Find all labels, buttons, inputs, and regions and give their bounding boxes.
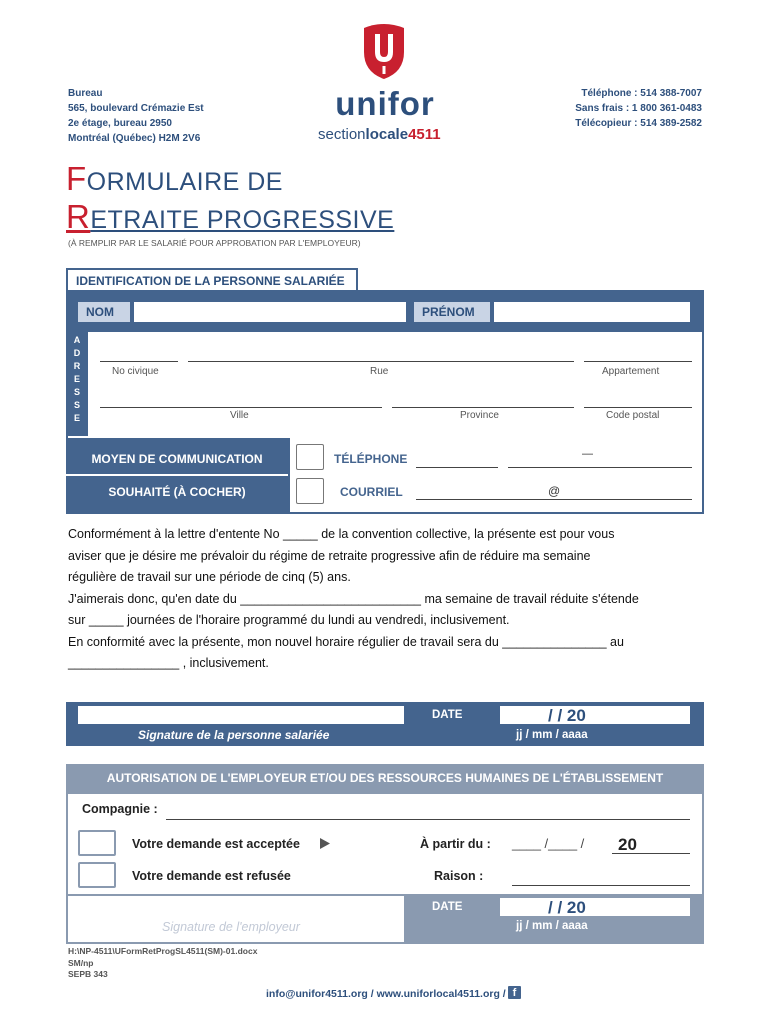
address-line: Montréal (Québec) H2M 2V6 <box>68 133 201 144</box>
ref-line: SM/np <box>68 957 94 968</box>
address-line: 2e étage, bureau 2950 <box>68 118 172 129</box>
adresse-letter: S <box>73 387 80 397</box>
moyen-label-line1: MOYEN DE COMMUNICATION <box>91 452 263 466</box>
employee-date-input[interactable] <box>500 706 690 724</box>
logo-wordmark: unifor <box>335 85 435 122</box>
contact-line: Télécopieur : 514 389-2582 <box>575 118 702 129</box>
employee-signature-label: Signature de la personne salariée <box>138 728 330 742</box>
contact-line: Téléphone : 514 388-7007 <box>581 88 702 99</box>
contact-info <box>575 86 702 131</box>
code-postal-label: Code postal <box>606 410 660 421</box>
courriel-label: COURRIEL <box>340 485 403 499</box>
employee-date-label: DATE <box>432 709 463 721</box>
request-paragraph <box>68 524 708 675</box>
logo-sub-a: section <box>318 126 366 143</box>
employer-date-input[interactable] <box>500 898 690 916</box>
paragraph-line: régulière de travail sur une période de cinq (5) ans. <box>68 570 351 584</box>
employee-signature-input[interactable] <box>78 706 404 724</box>
courriel-checkbox[interactable] <box>296 478 324 504</box>
telephone-checkbox[interactable] <box>296 444 324 470</box>
paragraph-line: ________________ , inclusivement. <box>68 656 269 670</box>
moyen-label-line2: SOUHAITÉ (À COCHER) <box>108 485 246 499</box>
employer-signature-label: Signature de l'employeur <box>162 920 300 934</box>
raison-label: Raison : <box>434 869 484 883</box>
footer-links[interactable]: info@unifor4511.org / www.uniforlocal4511.org / <box>266 988 506 1000</box>
telephone-separator: — <box>582 448 593 460</box>
title-rest: ETRAITE PROGRESSIVE <box>90 206 395 234</box>
logo-section-label <box>318 126 458 143</box>
adresse-letter: A <box>73 335 81 345</box>
paragraph-line: En conformité avec la présente, mon nouvel horaire régulier de travail sera du _______________ au <box>68 634 624 649</box>
compagnie-input[interactable] <box>166 808 690 820</box>
moyen-divider <box>66 474 288 476</box>
facebook-icon[interactable]: f <box>508 986 521 999</box>
moyen-communication-panel <box>66 438 288 514</box>
code-postal-input[interactable] <box>584 396 692 408</box>
telephone-label: TÉLÉPHONE <box>334 452 408 466</box>
rue-label: Rue <box>370 366 389 377</box>
a-partir-label: À partir du : <box>420 837 491 851</box>
ref-line: H:\NP-4511\UFormRetProgSL4511(SM)-01.docx <box>68 946 258 956</box>
logo-sub-num: 4511 <box>408 126 441 143</box>
address-line: Bureau <box>68 88 103 99</box>
address-line: 565, boulevard Crémazie Est <box>68 103 204 114</box>
adresse-letter: E <box>73 413 80 423</box>
adresse-letter: S <box>73 400 80 410</box>
employer-heading: AUTORISATION DE L'EMPLOYEUR ET/OU DES RESSOURCES HUMAINES DE L'ÉTABLISSEMENT <box>66 764 704 792</box>
document-reference <box>68 946 257 981</box>
courriel-at: @ <box>548 484 561 498</box>
telephone-area-input[interactable] <box>416 456 498 468</box>
refused-checkbox[interactable] <box>78 862 116 888</box>
nom-label: NOM <box>78 302 130 322</box>
a-partir-value[interactable]: ____ /____ / <box>512 836 585 851</box>
form-title-line2 <box>66 198 394 236</box>
province-input[interactable] <box>392 396 574 408</box>
accepted-checkbox[interactable] <box>78 830 116 856</box>
nom-input[interactable] <box>134 302 406 322</box>
rue-input[interactable] <box>188 350 574 362</box>
arrow-right-icon <box>320 838 330 849</box>
adresse-letter: E <box>73 374 80 384</box>
adresse-letters <box>66 334 88 425</box>
form-subtitle: (À REMPLIR PAR LE SALARIÉ POUR APPROBATION PAR L'EMPLOYEUR) <box>68 238 361 248</box>
civique-input[interactable] <box>100 350 178 362</box>
title-rest: ORMULAIRE DE <box>86 168 283 196</box>
civique-label: No civique <box>112 366 159 377</box>
office-address <box>68 86 204 146</box>
employee-date-value: / / 20 <box>548 706 586 725</box>
identification-heading: IDENTIFICATION DE LA PERSONNE SALARIÉE <box>66 268 358 292</box>
contact-line: Sans frais : 1 800 361-0483 <box>575 103 702 114</box>
form-title-line1 <box>66 160 283 198</box>
moyen-vertical-divider <box>288 438 290 514</box>
refused-label: Votre demande est refusée <box>132 869 291 883</box>
telephone-number-input[interactable] <box>508 456 692 468</box>
a-partir-year: 20 <box>618 835 637 854</box>
employer-date-label: DATE <box>432 901 463 913</box>
paragraph-line: aviser que je désire me prévaloir du régime de retraite progressive afin de réduire ma semaine <box>68 548 591 563</box>
ref-line: SEPB 343 <box>68 969 108 979</box>
ville-input[interactable] <box>100 396 382 408</box>
unifor-shield-logo <box>360 22 408 80</box>
adresse-letter: R <box>73 361 81 371</box>
appartement-label: Appartement <box>602 366 660 377</box>
paragraph-line: J'aimerais donc, qu'en date du __________________________ ma semaine de travail réduite s'étende <box>68 591 639 606</box>
ville-label: Ville <box>230 410 249 421</box>
appartement-input[interactable] <box>584 350 692 362</box>
title-cap: R <box>66 198 91 235</box>
employer-signature-input[interactable] <box>68 896 404 942</box>
province-label: Province <box>460 410 499 421</box>
raison-input[interactable] <box>512 872 690 886</box>
prenom-label: PRÉNOM <box>414 302 490 322</box>
employee-date-format: jj / mm / aaaa <box>516 729 588 741</box>
adresse-vertical-label <box>66 334 88 425</box>
adresse-letter: D <box>73 348 81 358</box>
accepted-label: Votre demande est acceptée <box>132 837 300 851</box>
paragraph-line: sur _____ journées de l'horaire programmé du lundi au vendredi, inclusivement. <box>68 613 510 627</box>
title-cap: F <box>66 160 87 197</box>
prenom-input[interactable] <box>494 302 690 322</box>
logo-sub-b: locale <box>365 126 409 143</box>
compagnie-label: Compagnie : <box>82 802 158 816</box>
employer-date-value: / / 20 <box>548 898 586 917</box>
paragraph-line: Conformément à la lettre d'entente No _____ de la convention collective, la présente est pour vous <box>68 527 615 541</box>
employer-date-format: jj / mm / aaaa <box>516 920 588 932</box>
